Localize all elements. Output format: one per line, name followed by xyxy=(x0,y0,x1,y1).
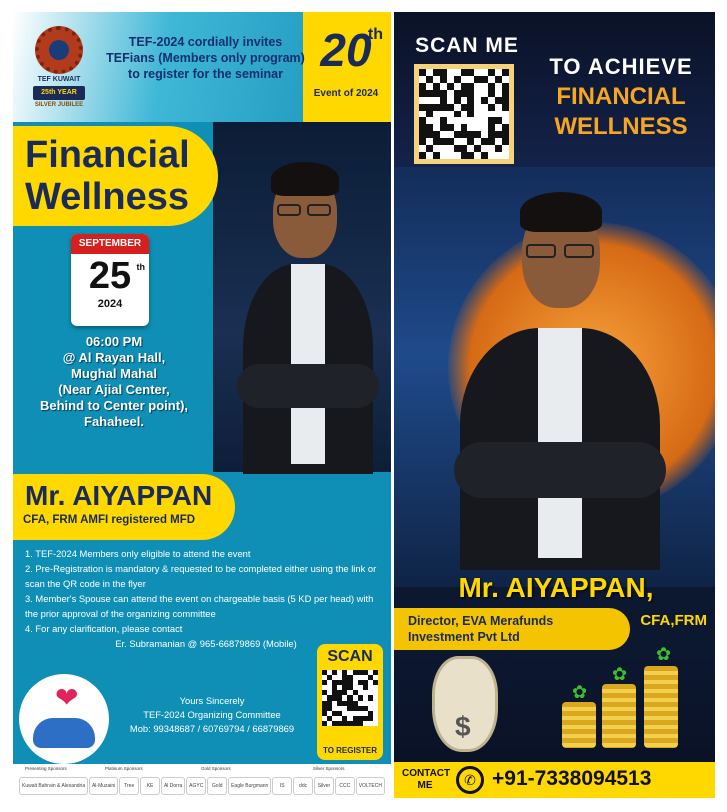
right-flyer xyxy=(394,12,715,798)
contact-phone[interactable]: +91-7338094513 xyxy=(492,767,652,790)
anniversary-number: 20 xyxy=(320,24,372,76)
venue-line: Mughal Mahal xyxy=(71,366,157,381)
anniversary-badge xyxy=(305,26,387,99)
tef-logo xyxy=(27,26,91,110)
contact-label-line1: CONTACT xyxy=(402,768,451,779)
coin-stack-icon xyxy=(602,684,636,748)
sponsor-logo: IS xyxy=(272,777,292,795)
speaker-pill xyxy=(13,474,235,540)
logo-org: TEF KUWAIT xyxy=(37,76,81,83)
dollar-symbol: $ xyxy=(455,711,471,742)
date-month: SEPTEMBER xyxy=(71,234,149,254)
date-day: 25 xyxy=(88,255,132,297)
sponsor-logo: KE xyxy=(140,777,160,795)
venue-line: (Near Ajial Center, xyxy=(58,382,170,397)
contact-label-line2: ME xyxy=(417,780,433,791)
sponsor-heading: Presenting Sponsors xyxy=(25,766,67,771)
care-hands-icon xyxy=(19,674,109,764)
contact-label xyxy=(402,768,451,792)
venue-line: Fahaheel. xyxy=(84,414,144,429)
sign-off-line: Mob: 99348687 / 60769794 / 66879869 xyxy=(129,723,295,734)
sponsor-headings xyxy=(13,766,391,774)
sponsor-logo: AGYC xyxy=(186,777,206,795)
event-time: 06:00 PM xyxy=(85,334,143,349)
qr-code-icon[interactable] xyxy=(419,69,509,159)
event-title-line2: Wellness xyxy=(25,176,190,218)
event-title xyxy=(25,134,190,218)
sponsor-strip xyxy=(13,764,391,798)
sponsor-logo: Gold xyxy=(207,777,227,795)
venue-line: @ Al Rayan Hall, xyxy=(62,350,166,365)
date-suffix: th xyxy=(136,262,145,272)
speaker-qualifications: CFA, FRM AMFI registered MFD xyxy=(23,514,196,526)
anniversary-label: Event of 2024 xyxy=(313,88,379,99)
contact-bar xyxy=(394,762,715,798)
note-item: 4. For any clarification, please contact xyxy=(25,623,183,634)
invite-text: TEF-2024 cordially invites TEFians (Members only program) to register for the seminar xyxy=(106,35,305,81)
sprout-icon: ✿ xyxy=(572,682,588,702)
left-flyer xyxy=(13,12,391,798)
logo-sub: SILVER JUBILEE xyxy=(34,102,84,108)
sponsor-logo: CCC xyxy=(335,777,355,795)
event-title-line1: Financial xyxy=(25,134,190,176)
money-bag-icon xyxy=(432,656,498,752)
sprout-icon: ✿ xyxy=(612,664,628,684)
qr-code-icon[interactable] xyxy=(322,670,378,726)
sprout-icon: ✿ xyxy=(656,644,672,664)
event-venue xyxy=(15,334,213,430)
headline-line3: WELLNESS xyxy=(554,113,688,140)
speaker-name-right: Mr. AIYAPPAN, xyxy=(458,572,654,603)
speaker-qualifications-right: CFA,FRM xyxy=(640,612,707,629)
speaker-title-pill xyxy=(394,608,630,650)
headline xyxy=(528,52,714,142)
gear-icon xyxy=(35,26,83,74)
headline-line2: FINANCIAL xyxy=(556,83,686,110)
venue-line: Behind to Center point), xyxy=(39,398,189,413)
contact-qr-box[interactable] xyxy=(414,64,514,164)
sponsor-logo: Silver xyxy=(314,777,334,795)
sponsor-logo: Al-Muzaini xyxy=(89,777,118,795)
whatsapp-icon[interactable]: ✆ xyxy=(456,766,484,794)
sponsor-logo: Kuwait Bahrain & Alexandria xyxy=(19,777,88,795)
calendar-icon xyxy=(71,234,149,326)
sign-off xyxy=(117,694,307,736)
scan-title: SCAN xyxy=(327,648,373,665)
sponsor-logo: ddc xyxy=(293,777,313,795)
speaker-title-line2: Investment Pvt Ltd xyxy=(408,630,520,644)
speaker-title-line1: Director, EVA Merafunds xyxy=(408,614,554,628)
anniversary-suffix: th xyxy=(367,26,383,43)
speaker-photo-right xyxy=(450,180,670,570)
contact-person: Er. Subramanian @ 965-66879869 (Mobile) xyxy=(115,638,297,649)
sign-off-line: Yours Sincerely xyxy=(179,695,245,706)
logo-badge: 25th YEAR xyxy=(33,86,85,100)
headline-line1: TO ACHIEVE xyxy=(549,54,693,79)
sponsor-logo: Eagle Burgmann xyxy=(228,777,271,795)
coin-stack-icon xyxy=(562,702,596,748)
coin-stack-icon xyxy=(644,666,678,748)
title-pill xyxy=(13,126,218,226)
sponsor-logo: Tree xyxy=(119,777,139,795)
scan-me-label: SCAN ME xyxy=(415,34,519,57)
speaker-name: Mr. AIYAPPAN xyxy=(25,480,213,511)
sign-off-line: TEF-2024 Organizing Committee xyxy=(143,709,281,720)
event-notes xyxy=(25,546,387,651)
note-item: 1. TEF-2024 Members only eligible to attend the event xyxy=(25,548,251,559)
sponsor-logos xyxy=(19,776,385,796)
speaker-title xyxy=(408,613,553,645)
sponsor-logo: VOLTECH xyxy=(356,777,385,795)
sponsor-logo: Al Dorra xyxy=(161,777,185,795)
note-item: 2. Pre-Registration is mandatory & requested to be completed either using the link or scan the QR code in the flyer xyxy=(25,563,377,589)
sponsor-heading: Platinum Sponsors xyxy=(105,766,143,771)
heart-icon: ❤ xyxy=(55,682,79,713)
date-year: 2024 xyxy=(97,298,123,310)
scan-caption: TO REGISTER xyxy=(322,746,378,755)
note-item: 3. Member's Spouse can attend the event on chargeable basis (5 KD per head) with the prior approval of the organizing committee xyxy=(25,593,374,619)
hand-icon xyxy=(33,718,95,748)
register-qr-box[interactable] xyxy=(317,644,383,760)
sponsor-heading: Gold Sponsors xyxy=(201,766,231,771)
sponsor-heading: Silver Sponsors xyxy=(313,766,345,771)
speaker-photo-left xyxy=(213,152,391,472)
